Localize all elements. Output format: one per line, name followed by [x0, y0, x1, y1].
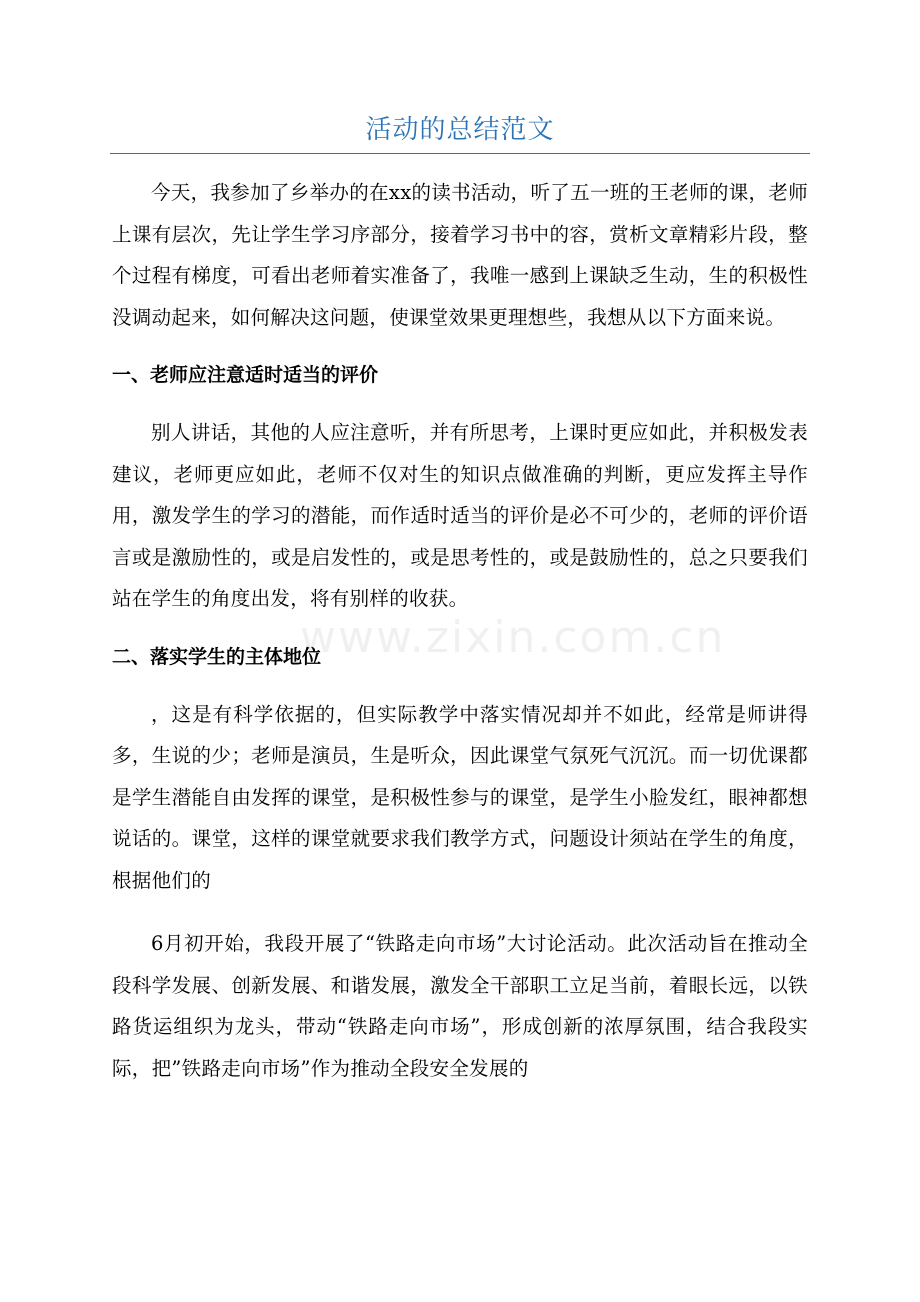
- closing-paragraph: 6月初开始，我段开展了“铁路走向市场”大讨论活动。此次活动旨在推动全段科学发展、创新发展、和谐发展，激发全干部职工立足当前，着眼长远，以铁路货运组织为龙头，带动“铁路走向市场”，形成创新的浓厚氛围，结合我段实际，把”铁路走向市场”作为推动全段安全发展的: [112, 932, 808, 1080]
- section-heading-2: 二、落实学生的主体地位: [112, 645, 322, 668]
- section-paragraph-1: 别人讲话，其他的人应注意听，并有所思考，上课时更应如此，并积极发表建议，老师更应如此，老师不仅对生的知识点做准确的判断，更应发挥主导作用，激发学生的学习的潜能，而作适时适当的评价是必不可少的，老师的评价语言或是激励性的，或是启发性的，或是思考性的，或是鼓励性的，总之只要我们站在学生的角度出发，将有别样的收获。: [112, 421, 808, 610]
- section-heading-1: 一、老师应注意适时适当的评价: [112, 364, 379, 386]
- title-underline: [110, 153, 810, 154]
- section-paragraph-2: ，这是有科学依据的，但实际教学中落实情况却并不如此，经常是师讲得多，生说的少；老师是演员，生是听众，因此课堂气氛死气沉沉。而一切优课都是学生潜能自由发挥的课堂，是积极性参与的课堂，是学生小脸发红，眼神都想说话的。课堂，这样的课堂就要求我们教学方式，问题设计须站在学生的角度，根据他们的: [112, 702, 808, 892]
- paragraph-gap: [112, 901, 808, 923]
- page-title: 活动的总结范文: [365, 115, 555, 145]
- intro-paragraph: 今天，我参加了乡举办的在xx的读书活动，听了五一班的王老师的课，老师上课有层次，先让学生学习序部分，接着学习书中的容，赏析文章精彩片段，整个过程有梯度，可看出老师着实准备了，我唯一感到上课缺乏生动，生的积极性没调动起来，如何解决这问题，使课堂效果更理想些，我想从以下方面来说。: [112, 181, 808, 329]
- watermark: www.zixin.com.cn: [300, 612, 726, 663]
- document-body: [112, 172, 808, 1089]
